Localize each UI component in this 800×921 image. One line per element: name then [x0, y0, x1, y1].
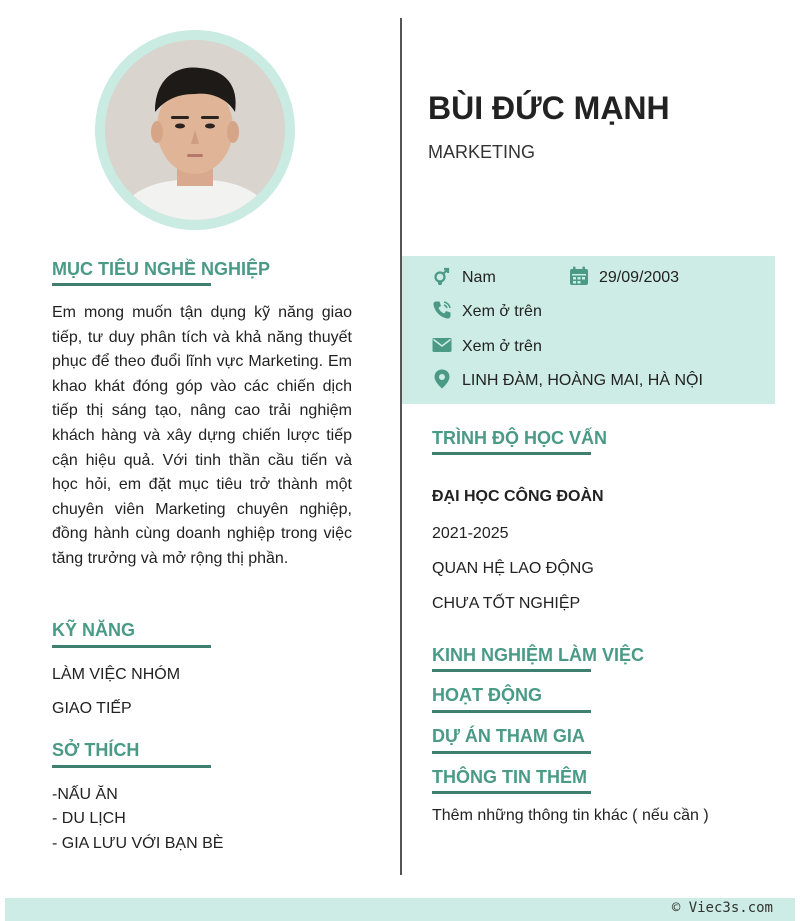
projects-heading: DỰ ÁN THAM GIA — [432, 726, 585, 746]
education-school: ĐẠI HỌC CÔNG ĐOÀN — [432, 488, 604, 505]
career-objective-heading: MỤC TIÊU NGHỀ NGHIỆP — [52, 259, 271, 279]
education-underline — [432, 452, 591, 455]
hobbies-heading: SỞ THÍCH — [52, 740, 140, 760]
hobbies-underline — [52, 765, 211, 768]
skills-heading: KỸ NĂNG — [52, 620, 136, 640]
hobby-item: - DU LỊCH — [52, 810, 126, 827]
gender-value: Nam — [462, 269, 496, 286]
additional-info-underline — [432, 791, 591, 794]
phone-icon — [432, 300, 452, 320]
activities-heading: HOẠT ĐỘNG — [432, 685, 542, 705]
activities-underline — [432, 710, 591, 713]
address-value: LINH ĐÀM, HOÀNG MAI, HÀ NỘI — [462, 372, 703, 389]
hobby-item: -NẤU ĂN — [52, 786, 118, 803]
education-period: 2021-2025 — [432, 525, 509, 542]
skill-item: LÀM VIỆC NHÓM — [52, 666, 181, 683]
footer-bar — [5, 898, 795, 921]
person-photo-icon — [105, 40, 285, 220]
location-pin-icon — [432, 369, 452, 389]
footer-credit: © Viec3s.com — [671, 900, 773, 916]
additional-info-text: Thêm những thông tin khác ( nếu cần ) — [432, 807, 709, 824]
birthdate-value: 29/09/2003 — [599, 269, 680, 286]
projects-underline — [432, 751, 591, 754]
career-objective-underline — [52, 283, 211, 286]
phone-value: Xem ở trên — [462, 303, 542, 320]
experience-underline — [432, 669, 591, 672]
education-major: QUAN HỆ LAO ĐỘNG — [432, 560, 594, 577]
education-heading: TRÌNH ĐỘ HỌC VẤN — [432, 428, 607, 448]
gender-icon — [432, 266, 452, 286]
skills-underline — [52, 645, 211, 648]
email-value: Xem ở trên — [462, 338, 542, 355]
additional-info-heading: THÔNG TIN THÊM — [432, 767, 587, 787]
avatar — [95, 30, 295, 230]
avatar-photo — [105, 40, 285, 220]
candidate-name: BÙI ĐỨC MẠNH — [428, 90, 670, 126]
job-title: MARKETING — [428, 142, 536, 162]
hobby-item: - GIA LƯU VỚI BẠN BÈ — [52, 835, 224, 852]
calendar-icon — [569, 266, 589, 286]
skill-item: GIAO TIẾP — [52, 700, 132, 717]
career-objective-text: Em mong muốn tận dụng kỹ năng giao tiếp, tư duy phân tích và khả năng thuyết phục để theo đuổi lĩnh vực Marketing. Em khao khát đóng góp vào các chiến dịch tiếp thị sáng tạo, nâng cao trải nghiệm khách hàng và xây dựng chiến lược tiếp cận hiệu quả. Với tinh thần cầu tiến và học hỏi, em đặt mục tiêu trở thành một chuyên viên Marketing chuyên nghiệp, đồng hành cùng doanh nghiệp trong việc tăng trưởng và mở rộng thị phần. — [52, 304, 352, 567]
column-divider — [400, 18, 402, 875]
education-status: CHƯA TỐT NGHIỆP — [432, 595, 581, 612]
experience-heading: KINH NGHIỆM LÀM VIỆC — [432, 645, 645, 665]
email-icon — [432, 335, 452, 355]
